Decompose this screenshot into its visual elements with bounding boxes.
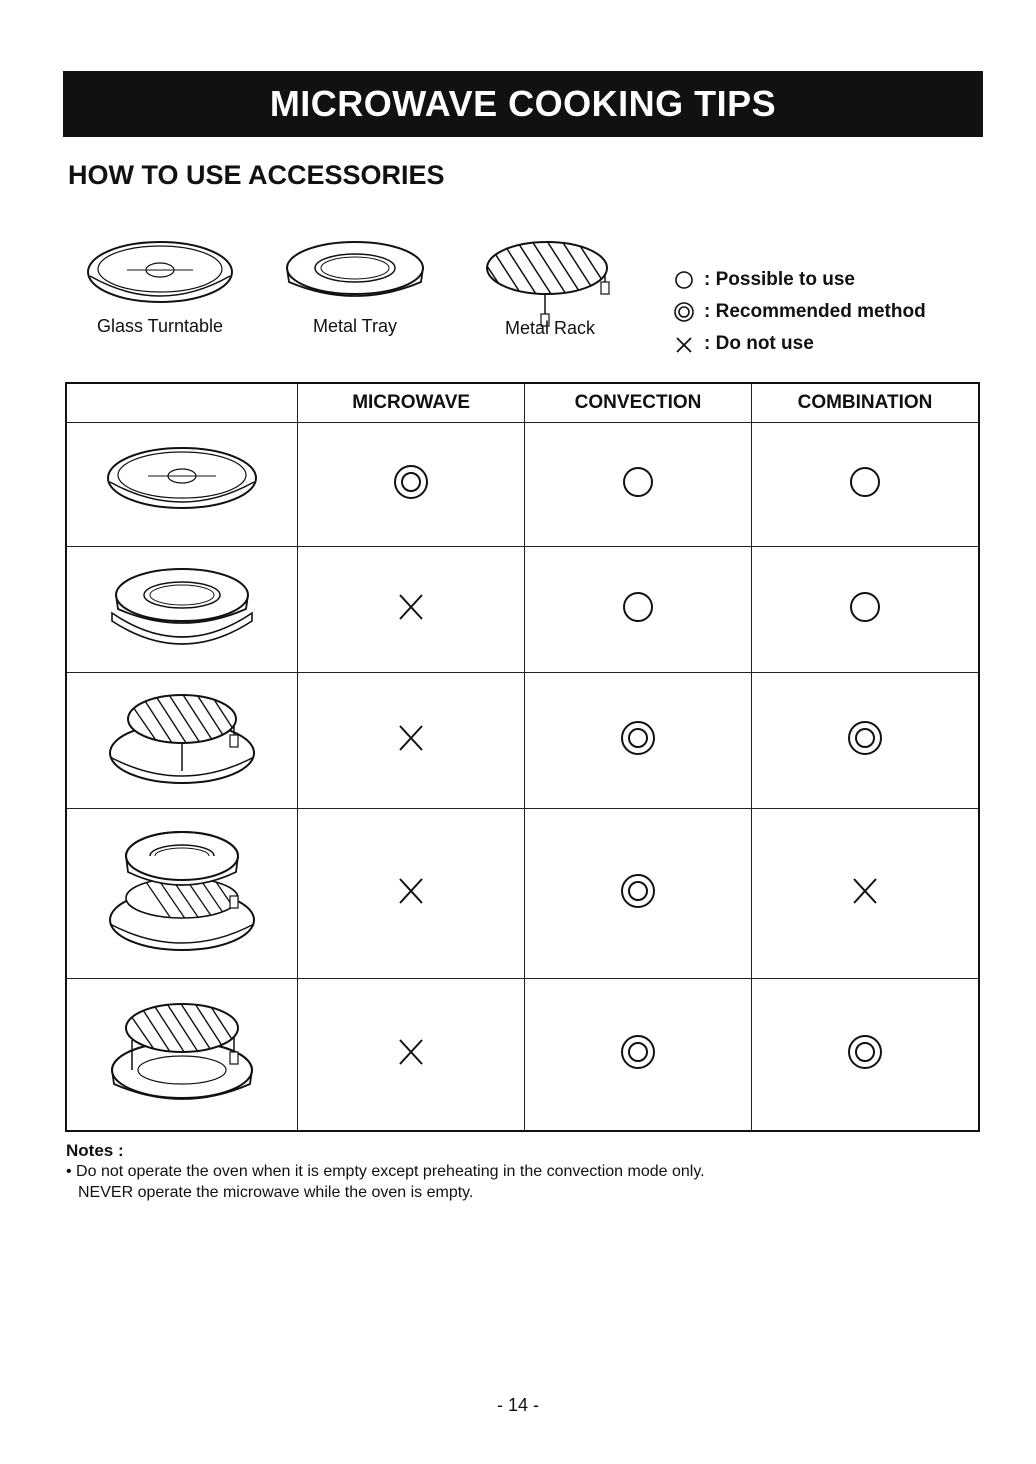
legend-item-not (670, 328, 926, 360)
double-circle-icon (845, 718, 885, 758)
rack-on-tray-icon (102, 992, 262, 1112)
double-circle-icon (845, 1032, 885, 1072)
header-microwave: MICROWAVE (298, 383, 525, 423)
x-icon (391, 871, 431, 911)
x-icon (391, 587, 431, 627)
legend-text: : Possible to use (704, 269, 855, 290)
section-title: HOW TO USE ACCESSORIES (68, 160, 445, 190)
x-icon (391, 1032, 431, 1072)
table-row (66, 809, 979, 979)
table-row (66, 547, 979, 673)
metal-tray-on-turntable-icon (102, 557, 262, 657)
legend (670, 264, 926, 360)
legend-text: : Do not use (704, 333, 814, 354)
mark-cell (751, 547, 979, 673)
tray-on-rack-on-turntable-icon (102, 816, 262, 966)
mark-cell (525, 809, 752, 979)
table-header-row (66, 383, 979, 423)
header-convection: CONVECTION (525, 383, 752, 423)
accessory-label: Glass Turntable (96, 316, 224, 336)
row-illustration (66, 673, 298, 809)
double-circle-icon (618, 871, 658, 911)
metal-rack-on-turntable-icon (102, 683, 262, 793)
header-cell-empty (66, 383, 298, 423)
notes-line: NEVER operate the microwave while the oven is empty. (78, 1184, 474, 1201)
mark-cell (751, 809, 979, 979)
mark-cell (298, 979, 525, 1131)
row-illustration (66, 809, 298, 979)
metal-tray-icon (280, 238, 430, 312)
mark-cell (525, 979, 752, 1131)
mark-cell (751, 673, 979, 809)
x-icon (845, 871, 885, 911)
circle-icon (845, 587, 885, 627)
accessory-label: Metal Tray (312, 316, 398, 336)
double-circle-icon (618, 1032, 658, 1072)
row-illustration (66, 423, 298, 547)
table-row (66, 673, 979, 809)
accessory-metal-rack (470, 238, 630, 339)
header-combination: COMBINATION (751, 383, 979, 423)
page-banner (63, 71, 983, 137)
legend-item-possible (670, 264, 926, 296)
legend-text: : Recommended method (704, 301, 926, 322)
page-number: - 14 - (496, 1395, 539, 1415)
mark-cell (298, 673, 525, 809)
glass-turntable-icon (102, 442, 262, 522)
circle-icon (845, 462, 885, 502)
double-circle-icon (391, 462, 431, 502)
double-circle-icon (673, 301, 695, 323)
double-circle-icon (618, 718, 658, 758)
circle-icon (618, 587, 658, 627)
metal-rack-icon (475, 238, 625, 330)
circle-icon (673, 269, 695, 291)
mark-cell (298, 547, 525, 673)
table-row (66, 423, 979, 547)
mark-cell (751, 979, 979, 1131)
mark-cell (525, 673, 752, 809)
glass-turntable-icon (85, 238, 235, 312)
mark-cell (525, 547, 752, 673)
accessory-usage-table (65, 382, 980, 1132)
table-row (66, 979, 979, 1131)
notes-line: • Do not operate the oven when it is empty except preheating in the convection mode only. (66, 1163, 705, 1180)
accessory-metal-tray (270, 238, 440, 337)
banner-title: MICROWAVE COOKING TIPS (269, 83, 777, 124)
row-illustration (66, 547, 298, 673)
mark-cell (298, 809, 525, 979)
accessory-glass-turntable (70, 238, 250, 337)
circle-icon (618, 462, 658, 502)
x-icon (673, 333, 695, 355)
mark-cell (751, 423, 979, 547)
notes-heading: Notes : (66, 1141, 124, 1160)
mark-cell (525, 423, 752, 547)
row-illustration (66, 979, 298, 1131)
legend-item-recommended (670, 296, 926, 328)
accessory-label: Metal Rack (504, 318, 596, 338)
notes (66, 1140, 705, 1203)
x-icon (391, 718, 431, 758)
mark-cell (298, 423, 525, 547)
